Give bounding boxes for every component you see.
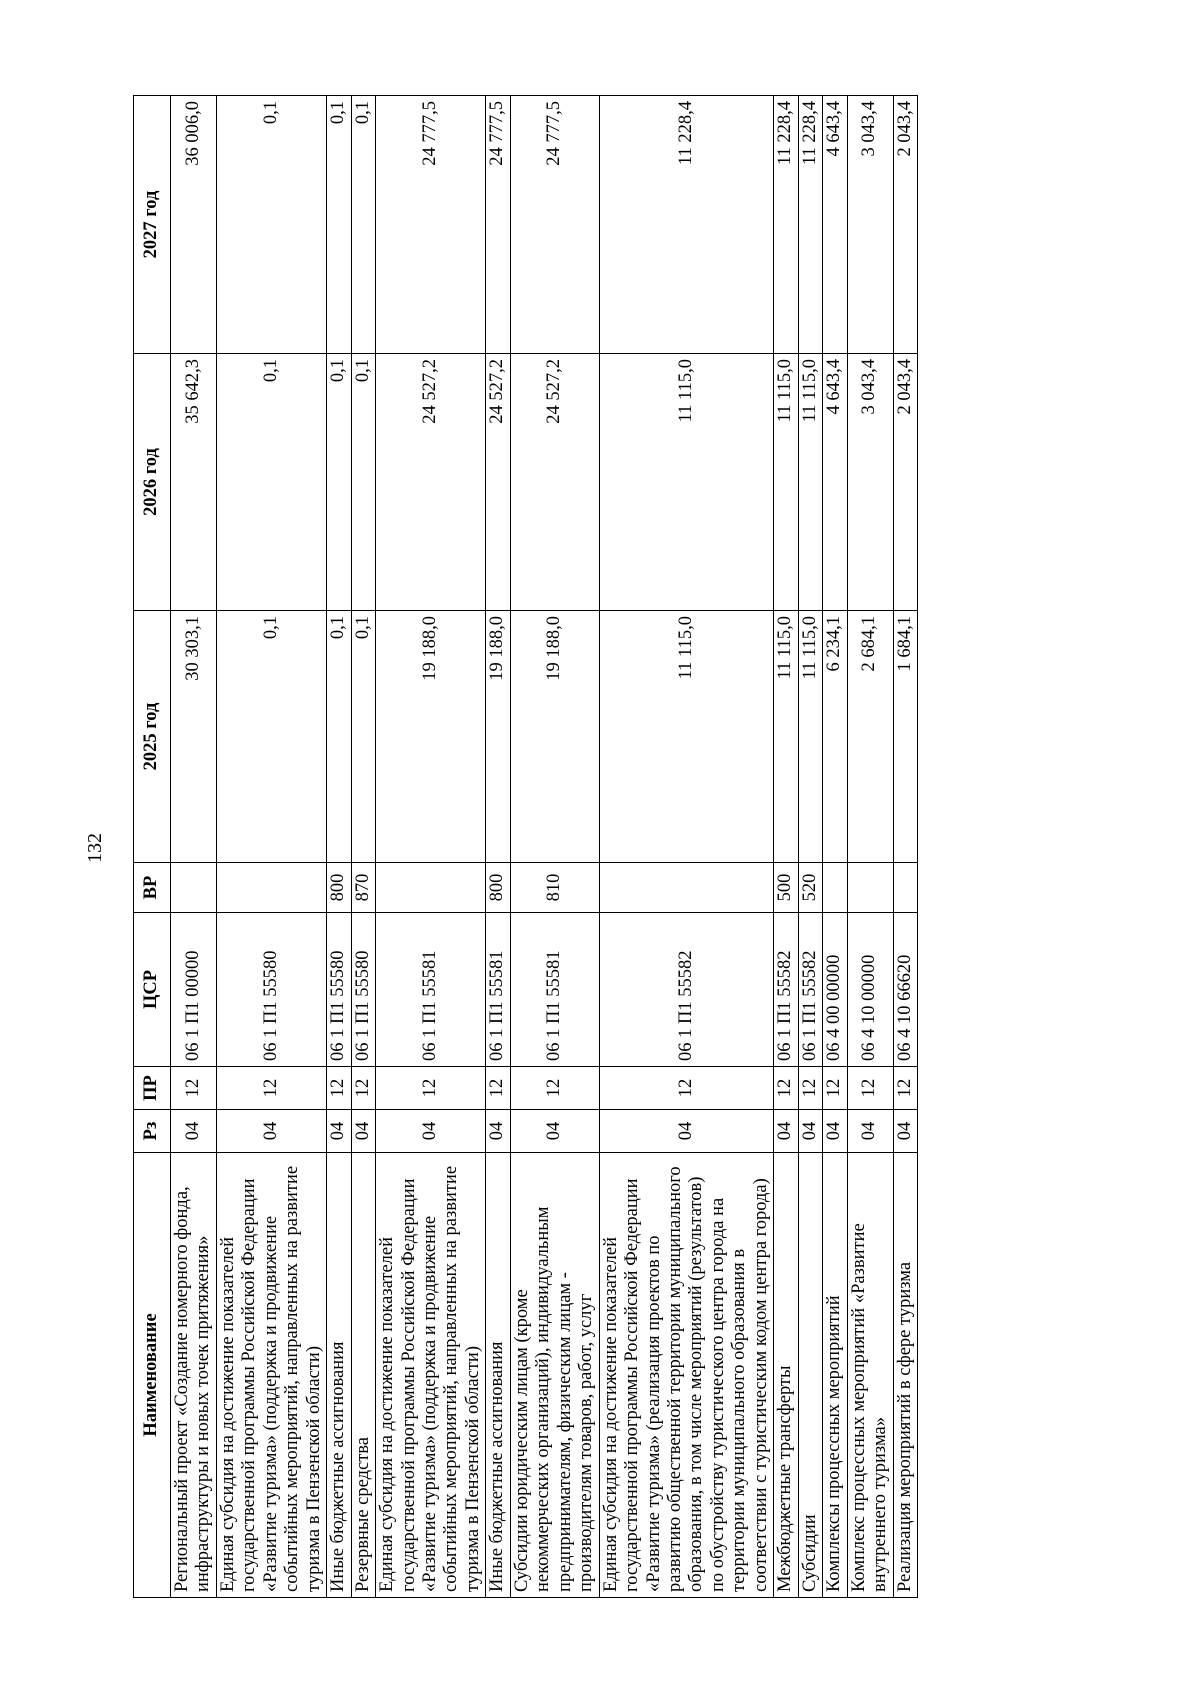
row-2027-cell: 24 777,5	[376, 96, 486, 354]
row-2026-cell: 0,1	[327, 354, 351, 611]
row-name-cell: Единая субсидия на достижение показателей государственной программы Российской Федерации «Развитие туризма» (поддержка и продвижение событийных мероприятий, направленных на развитие туризма в Пензенской области)	[216, 1153, 326, 1598]
row-2025-cell: 19 188,0	[510, 611, 599, 863]
row-vr-cell: 800	[486, 863, 510, 913]
row-2026-cell: 35 642,3	[171, 354, 217, 611]
row-csr-cell: 06 1 П1 55582	[599, 913, 774, 1067]
row-vr-cell	[893, 863, 917, 913]
row-name-cell: Единая субсидия на достижение показателей государственной программы Российской Федерации «Развитие туризма» (поддержка и продвижение событийных мероприятий, направленных на развитие туризма в Пензенской области)	[376, 1153, 486, 1598]
row-vr-cell	[171, 863, 217, 913]
row-csr-cell: 06 1 П1 55580	[351, 913, 375, 1067]
row-name-cell: Субсидии юридическим лицам (кроме некоммерческих организаций), индивидуальным предпринимателям, физическим лицам - производителям товаров, работ, услуг	[510, 1153, 599, 1598]
header-csr: ЦСР	[134, 913, 171, 1067]
row-rz-cell: 04	[486, 1110, 510, 1153]
row-vr-cell	[216, 863, 326, 913]
row-pr-cell: 12	[327, 1067, 351, 1110]
row-csr-cell: 06 1 П1 55581	[486, 913, 510, 1067]
row-2025-cell: 11 115,0	[774, 611, 798, 863]
table-body	[171, 96, 918, 1598]
row-pr-cell: 12	[774, 1067, 798, 1110]
table-row	[774, 96, 798, 1598]
header-2026: 2026 год	[134, 354, 171, 611]
table-row	[171, 96, 217, 1598]
row-rz-cell: 04	[171, 1110, 217, 1153]
row-2026-cell: 3 043,4	[847, 354, 893, 611]
row-2027-cell: 0,1	[216, 96, 326, 354]
header-2027: 2027 год	[134, 96, 171, 354]
row-2026-cell: 11 115,0	[599, 354, 774, 611]
row-name-cell: Региональный проект «Создание номерного фонда, инфраструктуры и новых точек притяжения»	[171, 1153, 217, 1598]
row-rz-cell: 04	[599, 1110, 774, 1153]
row-name-cell: Межбюджетные трансферты	[774, 1153, 798, 1598]
row-2025-cell: 0,1	[216, 611, 326, 863]
row-2027-cell: 4 643,4	[823, 96, 847, 354]
row-pr-cell: 12	[823, 1067, 847, 1110]
table-row	[486, 96, 510, 1598]
row-2027-cell: 0,1	[351, 96, 375, 354]
row-csr-cell: 06 1 П1 00000	[171, 913, 217, 1067]
row-2027-cell: 2 043,4	[893, 96, 917, 354]
row-2025-cell: 11 115,0	[599, 611, 774, 863]
row-vr-cell: 810	[510, 863, 599, 913]
row-2027-cell: 11 228,4	[599, 96, 774, 354]
row-rz-cell: 04	[327, 1110, 351, 1153]
row-2026-cell: 0,1	[216, 354, 326, 611]
table-row	[599, 96, 774, 1598]
row-vr-cell: 870	[351, 863, 375, 913]
table-row	[376, 96, 486, 1598]
row-2026-cell: 11 115,0	[798, 354, 822, 611]
row-name-cell: Комплекс процессных мероприятий «Развитие внутреннего туризма»	[847, 1153, 893, 1598]
row-vr-cell	[847, 863, 893, 913]
row-csr-cell: 06 1 П1 55581	[376, 913, 486, 1067]
header-name: Наименование	[134, 1153, 171, 1598]
row-rz-cell: 04	[376, 1110, 486, 1153]
row-2027-cell: 3 043,4	[847, 96, 893, 354]
row-vr-cell	[376, 863, 486, 913]
page-number: 132	[84, 833, 106, 863]
table-row	[847, 96, 893, 1598]
row-rz-cell: 04	[847, 1110, 893, 1153]
row-name-cell: Иные бюджетные ассигнования	[327, 1153, 351, 1598]
row-name-cell: Субсидии	[798, 1153, 822, 1598]
row-2027-cell: 24 777,5	[486, 96, 510, 354]
row-2025-cell: 2 684,1	[847, 611, 893, 863]
row-2026-cell: 11 115,0	[774, 354, 798, 611]
row-2026-cell: 24 527,2	[486, 354, 510, 611]
row-csr-cell: 06 4 10 00000	[847, 913, 893, 1067]
row-2025-cell: 0,1	[351, 611, 375, 863]
row-2027-cell: 24 777,5	[510, 96, 599, 354]
row-pr-cell: 12	[798, 1067, 822, 1110]
row-rz-cell: 04	[823, 1110, 847, 1153]
row-vr-cell	[823, 863, 847, 913]
row-pr-cell: 12	[216, 1067, 326, 1110]
row-csr-cell: 06 1 П1 55582	[798, 913, 822, 1067]
row-2025-cell: 19 188,0	[376, 611, 486, 863]
table-row	[798, 96, 822, 1598]
row-pr-cell: 12	[351, 1067, 375, 1110]
row-name-cell: Комплексы процессных мероприятий	[823, 1153, 847, 1598]
row-2025-cell: 30 303,1	[171, 611, 217, 863]
row-rz-cell: 04	[351, 1110, 375, 1153]
table-row	[216, 96, 326, 1598]
row-name-cell: Реализация мероприятий в сфере туризма	[893, 1153, 917, 1598]
row-csr-cell: 06 4 00 00000	[823, 913, 847, 1067]
row-2027-cell: 36 006,0	[171, 96, 217, 354]
row-rz-cell: 04	[510, 1110, 599, 1153]
row-vr-cell: 500	[774, 863, 798, 913]
row-rz-cell: 04	[774, 1110, 798, 1153]
row-pr-cell: 12	[171, 1067, 217, 1110]
row-csr-cell: 06 1 П1 55581	[510, 913, 599, 1067]
row-name-cell: Резервные средства	[351, 1153, 375, 1598]
row-2025-cell: 6 234,1	[823, 611, 847, 863]
row-pr-cell: 12	[486, 1067, 510, 1110]
row-pr-cell: 12	[599, 1067, 774, 1110]
table-row	[510, 96, 599, 1598]
row-vr-cell	[599, 863, 774, 913]
row-2026-cell: 24 527,2	[376, 354, 486, 611]
row-2026-cell: 4 643,4	[823, 354, 847, 611]
table-row	[893, 96, 917, 1598]
row-rz-cell: 04	[216, 1110, 326, 1153]
row-pr-cell: 12	[376, 1067, 486, 1110]
row-2025-cell: 0,1	[327, 611, 351, 863]
row-csr-cell: 06 1 П1 55582	[774, 913, 798, 1067]
row-2025-cell: 11 115,0	[798, 611, 822, 863]
header-vr: ВР	[134, 863, 171, 913]
table-row	[823, 96, 847, 1598]
row-csr-cell: 06 4 10 66620	[893, 913, 917, 1067]
document-rotated-area	[133, 96, 1200, 1592]
row-2027-cell: 11 228,4	[798, 96, 822, 354]
row-2025-cell: 1 684,1	[893, 611, 917, 863]
row-2027-cell: 11 228,4	[774, 96, 798, 354]
row-vr-cell: 800	[327, 863, 351, 913]
header-2025: 2025 год	[134, 611, 171, 863]
row-csr-cell: 06 1 П1 55580	[216, 913, 326, 1067]
budget-table-wrapper	[133, 96, 1068, 1598]
table-row	[327, 96, 351, 1598]
table-row	[351, 96, 375, 1598]
row-2025-cell: 19 188,0	[486, 611, 510, 863]
row-csr-cell: 06 1 П1 55580	[327, 913, 351, 1067]
row-rz-cell: 04	[798, 1110, 822, 1153]
header-pr: ПР	[134, 1067, 171, 1110]
row-rz-cell: 04	[893, 1110, 917, 1153]
row-name-cell: Единая субсидия на достижение показателей государственной программы Российской Федерации «Развитие туризма» (реализация проектов по развитию общественной территории муниципального образования, в том числе мероприятий (результатов) по обустройству туристического центра города на территории муниципального образования в соответствии с туристическим кодом центра города)	[599, 1153, 774, 1598]
table-header-row	[134, 96, 171, 1598]
row-pr-cell: 12	[847, 1067, 893, 1110]
row-2026-cell: 0,1	[351, 354, 375, 611]
row-vr-cell: 520	[798, 863, 822, 913]
row-2026-cell: 2 043,4	[893, 354, 917, 611]
row-pr-cell: 12	[510, 1067, 599, 1110]
row-pr-cell: 12	[893, 1067, 917, 1110]
header-rz: Рз	[134, 1110, 171, 1153]
row-2027-cell: 0,1	[327, 96, 351, 354]
row-name-cell: Иные бюджетные ассигнования	[486, 1153, 510, 1598]
budget-table	[133, 95, 918, 1598]
row-2026-cell: 24 527,2	[510, 354, 599, 611]
